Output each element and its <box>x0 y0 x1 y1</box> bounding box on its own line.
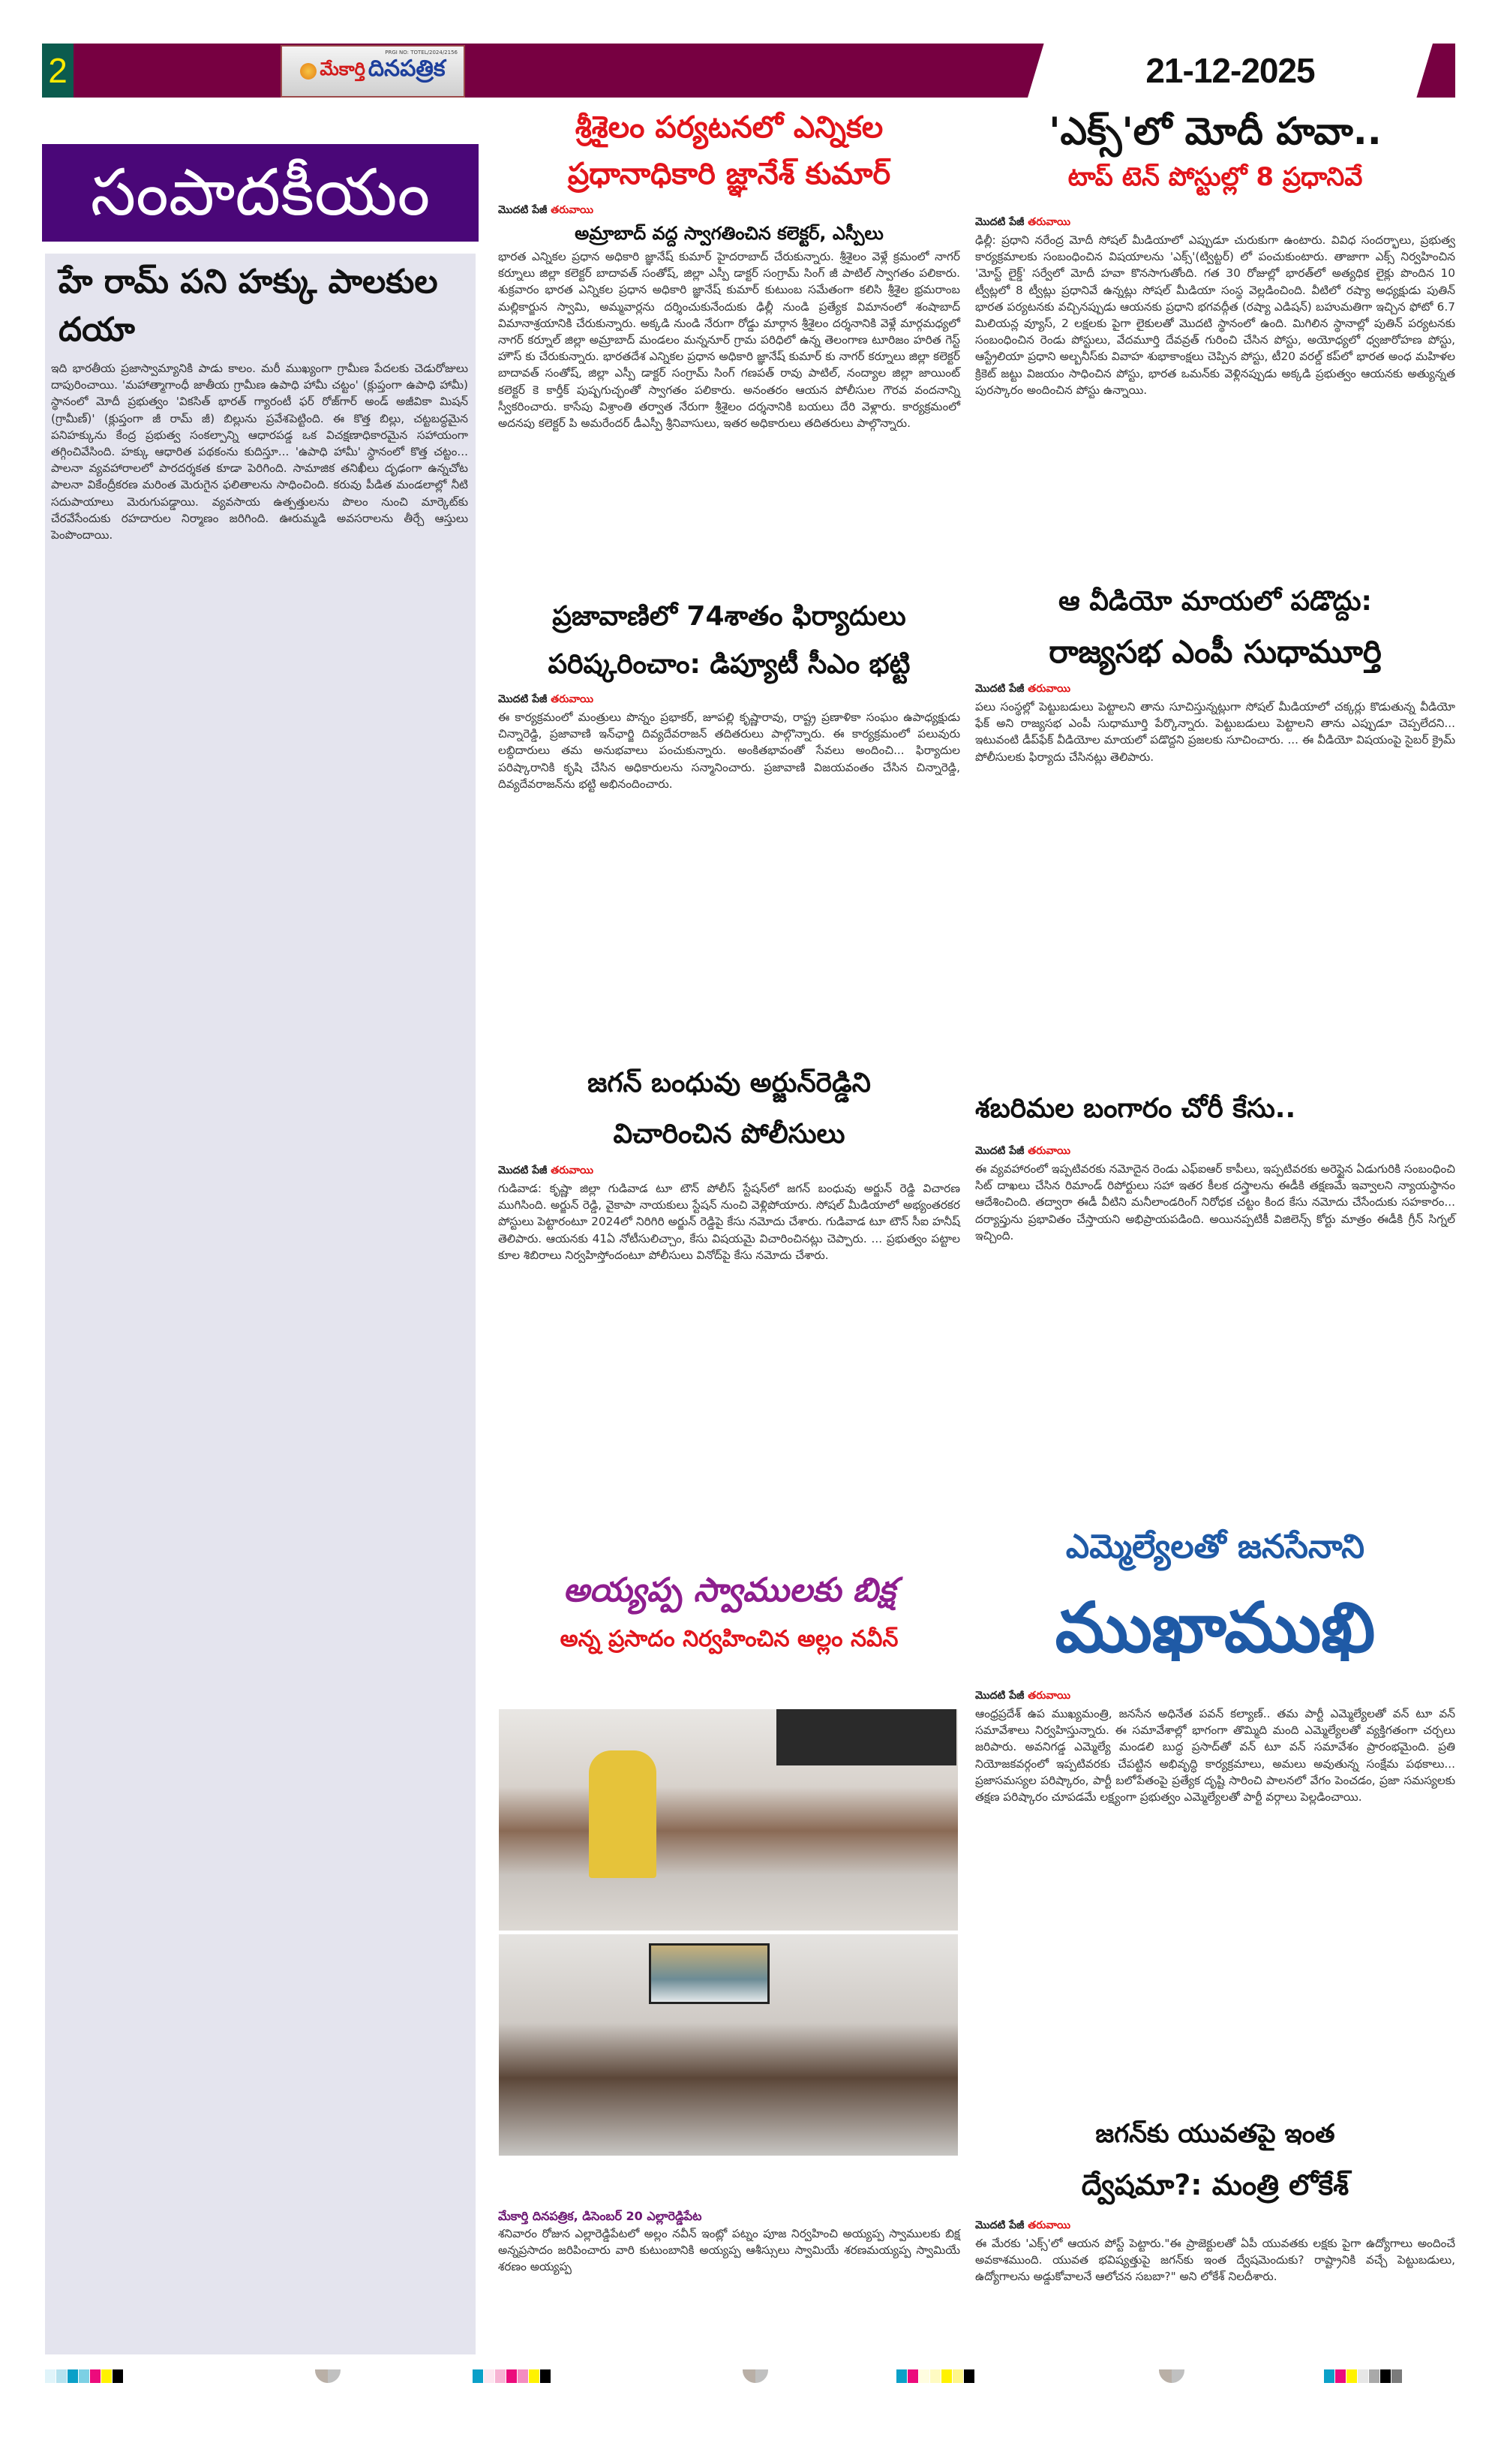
headline: అయ్యప్ప స్వాములకు బిక్ష <box>563 1571 896 1609</box>
color-swatch <box>930 2369 941 2383</box>
story-body: ఈ వ్యవహారంలో ఇప్పటివరకు నమోదైన రెండు ఎఫ్ఐఆర్ కాపీలు, ఇప్పటివరకు అరెస్టైన ఏడుగురికి సంబంధించి సిట్ దాఖలు చేసిన రిమాండ్ రిపోర్టులు సహా ఇతర కీలక దస్త్రాలను ఈడీకి తక్షణమే ఇవ్వాలని న్యాయస్థానం ఆదేశించింది. తద్వారా ఈడీ వీటిని మనీలాండరింగ్ నిరోధక చట్టం కింద కేసు నమోదు చేసేందుకు సహకారం... దర్యాప్తును ప్రభావితం చేస్తాయని అభిప్రాయపడింది. అయినప్పటికీ విజిలెన్స్ కోర్టు మాత్రం ఈడీకి గ్రీన్ సిగ్నల్ ఇచ్చింది. <box>975 1162 1455 1243</box>
kicker-prefix: మొదటి పేజీ <box>498 693 548 705</box>
color-swatch <box>919 2369 929 2383</box>
headline-line1: ఎమ్మెల్యేలతో జనసేనాని <box>1065 1528 1365 1566</box>
photo-feast-2 <box>499 1934 958 2156</box>
story-sudha-murthy <box>975 578 1455 765</box>
color-swatch <box>113 2369 123 2383</box>
color-swatch <box>529 2369 539 2383</box>
kicker-suffix: తరువాయి <box>1028 683 1071 695</box>
story-modi-x <box>975 105 1455 398</box>
kicker-prefix: మొదటి పేజీ <box>975 683 1025 695</box>
story-body: భారత ఎన్నికల ప్రధాన అధికారి జ్ఞానేష్ కుమార్ హైదరాబాద్ చేరుకున్నారు. శ్రీశైలం వెళ్లే క్రమంలో నాగర్ కర్నూలు జిల్లా కలెక్టర్ బాదావత్ సంతోష్, జిల్లా ఎస్పీ డాక్టర్ సంగ్రామ్ సింగ్ జీ పాటిల్ స్వాగతం పలికారు. శుక్రవారం భారత ఎన్నికల ప్రధాన అధికారి జ్ఞానేష్ కుమార్ కుటుంబ సమేతంగా కలిసి శ్రీశైల భ్రమరాంబ మల్లికార్జున స్వామి, అమ్మవార్లను దర్శించుకునేందుకు ఢిల్లీ నుండి ప్రత్యేక విమానంలో శంషాబాద్ విమానాశ్రయానికి చేరుకున్నారు. అక్కడి నుండి నేరుగా రోడ్డు మార్గాన శ్రీశైలం దర్శనానికి వెళ్లే మార్గమధ్యలో నాగర్ కర్నూల్ జిల్లా అమ్రాబాద్ మండలం మన్ననూర్ గ్రామ పరిధిలో ఉన్న తెలంగాణ టూరిజం హరిత గెస్ట్ హౌస్ కు చేరుకున్నారు. భారతదేశ ఎన్నికల ప్రధాన అధికారి జ్ఞానేష్ కుమార్ కు నాగర్ కర్నూలు జిల్లా కలెక్టర్ బాదావత్ సంతోష్, జిల్లా ఎస్పీ డాక్టర్ సంగ్రామ్ సింగ్ గణపత్ రావు పాటిల్, నంద్యాల జిల్లా జాయింట్ కలెక్టర్ కె కార్తీక్ పుష్పగుచ్ఛంతో స్వాగతం పలికారు. అనంతరం ఆయన పోలీసుల గౌరవ వందనాన్ని స్వీకరించారు. కాసేపు విశ్రాంతి తర్వాత నేరుగా శ్రీశైలం దర్శనానికి బయలు దేరి వెళ్లారు. కార్యక్రమంలో అదనపు కలెక్టర్ పి అమరేందర్ డీఎస్పీ శ్రీనివాసులు, ఇతర అధికారులు తదితరులు పాల్గొన్నారు. <box>498 250 960 431</box>
color-swatch <box>908 2369 918 2383</box>
photo-shelf <box>776 1709 956 1765</box>
sun-emblem-icon <box>300 63 317 80</box>
editorial-body: ఇది భారతీయ ప్రజాస్వామ్యానికి పాడు కాలం. మరీ ముఖ్యంగా గ్రామీణ పేదలకు చెడురోజులు దాపురించాయి. 'మహాత్మాగాంధీ జాతీయ గ్రామీణ ఉపాధి హామీ చట్టం' (క్లుప్తంగా ఉపాధి హామీ) స్థానంలో మోదీ ప్రభుత్వం 'వికసిత్ భారత్ గ్యారంటీ ఫర్ రోజ్‌గార్ అండ్ అజీవికా మిషన్ (గ్రామీణ్)' (క్లుప్తంగా జీ రామ్ జీ) బిల్లును ప్రవేశపెట్టింది. ఈ కొత్త బిల్లు, చట్టబద్ధమైన పనిహక్కును కేంద్ర ప్రభుత్వ సంకల్పాన్ని ఆధారపడ్డ ఒక విచక్షణాధికారమైన సహాయంగా తగ్గించివేసింది. హక్కు ఆధారిత పథకంను కుదిస్తూ... 'ఉపాధి హామీ' స్థానంలో కొత్త చట్టం... పాలనా వ్యవహారాలలో పారదర్శకత కూడా పెరిగింది. సామాజిక తనిఖీలు దృఢంగా ఉన్నచోట పాలనా వికేంద్రీకరణ మరింత మెరుగైన ఫలితాలను సాధించింది. కరువు పీడిత మండలాల్లో నీటి సదుపాయాలు మెరుగుపడ్డాయి. వ్యవసాయ ఉత్పత్తులను పొలం నుంచి మార్కెట్‌కు చేరవేసేందుకు రహదారుల నిర్మాణం జరిగింది. ఊరుమ్మడి అవసరాలను తీర్చే ఆస్తులు పెంపొందాయి. <box>51 362 468 542</box>
kicker-prefix: మొదటి పేజీ <box>975 2219 1025 2231</box>
story-jagan-relative <box>498 1058 960 1264</box>
print-color-bars <box>0 2369 1489 2384</box>
headline: శబరిమల బంగారం చోరీ కేసు.. <box>975 1093 1296 1124</box>
continued-kicker <box>498 693 960 708</box>
headline-line2: పరిష్కరించాం: డిప్యూటీ సీఎం భట్టి <box>548 649 911 680</box>
color-swatch <box>484 2369 494 2383</box>
continued-kicker <box>975 1690 1455 1704</box>
story-srisailam <box>498 105 960 431</box>
editorial-box <box>45 254 476 2354</box>
photo-feast-1 <box>499 1709 958 1931</box>
headline-line2: ప్రధానాధికారి జ్ఞానేశ్ కుమార్ <box>567 157 891 191</box>
story-janasena <box>975 1516 1455 1805</box>
color-bar-group-1 <box>45 2369 124 2383</box>
story-prajavani <box>498 593 960 792</box>
color-bar-group-4 <box>1324 2369 1403 2383</box>
kicker-prefix: మొదటి పేజీ <box>498 1164 548 1176</box>
headline-line1: జగన్‌కు యువతపై ఇంత <box>1095 2119 1335 2149</box>
color-swatch <box>495 2369 506 2383</box>
color-swatch <box>1324 2369 1334 2383</box>
newspaper-logo[interactable] <box>281 45 465 98</box>
headline-line2: టాప్ టెన్ పోస్టుల్లో 8 ప్రధానివే <box>1067 162 1363 192</box>
dateline: మేకార్తి దినపత్రిక, డిసెంబర్ 20 ఎల్లారెడ్డిపేట <box>498 2209 702 2223</box>
kicker-prefix: మొదటి పేజీ <box>498 204 548 216</box>
kicker-suffix: తరువాయి <box>551 1164 594 1176</box>
continued-kicker <box>975 1145 1455 1159</box>
headline-line2: రాజ్యసభ ఎంపీ సుధామూర్తి <box>1049 633 1382 670</box>
headline-line1: శ్రీశైలం పర్యటనలో ఎన్నికల <box>575 110 884 145</box>
logo-text-part2: దినపత్రిక <box>368 56 446 82</box>
story-body: ఈ మేరకు 'ఎక్స్'లో ఆయన పోస్ట్ పెట్టారు."ఈ ప్రాజెక్టులతో ఏపీ యువతకు లక్షకు పైగా ఉద్యోగాలు అందించే అవకాశముంది. యువత భవిష్యత్తుపై జగన్‌కు ఇంత ద్వేషమెందుకు? రాష్ట్రానికి వచ్చే పెట్టుబడులు, ఉద్యోగాలను అడ్డుకోవాలనే ఆలోచన సబబా?" అని లోకేశ్ నిలదీశారు. <box>975 2237 1455 2284</box>
story-body: గుడివాడ: కృష్ణా జిల్లా గుడివాడ టూ టౌన్ పోలీస్ స్టేషన్‌లో జగన్ బంధువు అర్జున్ రెడ్డి విచారణ ముగిసింది. అర్జున్ రెడ్డి, వైకాపా నాయకులు స్టేషన్ నుంచి వెళ్లిపోయారు. సోషల్ మీడియాలో అభ్యంతరకర పోస్టులు పెట్టారంటూ 2024లో నిరిగిరి అర్జున్ రెడ్డిపై కేసు నమోదు చేశారు. గుడివాడ టూ టౌన్ సీఐ హనీష్ తెలిపారు. ఆయనకు 41ఏ నోటీసులిచ్చాం, కేసు విషయమై విచారించినట్లు చెప్పారు. ... ప్రభుత్వం పట్టాల కూల శిబిరాలు నిర్వహిస్తోందంటూ పోలీసులు వినోద్‌పై కేసు నమోదు చేశారు. <box>498 1182 960 1262</box>
headline-line1: ఆ వీడియో మాయలో పడొద్దు: <box>1058 586 1372 617</box>
continued-kicker <box>975 683 1455 697</box>
story-ayyappa <box>498 1561 960 1658</box>
color-swatch <box>941 2369 952 2383</box>
registration-mark <box>1159 2369 1184 2383</box>
color-swatch <box>1369 2369 1379 2383</box>
color-swatch <box>1335 2369 1346 2383</box>
story-body: శనివారం రోజున ఎల్లారెడ్డిపేటలో అల్లం నవీన్ ఇంట్లో పట్నం పూజ నిర్వహించి అయ్యప్ప స్వాములకు బిక్ష అన్నప్రసాదం జరిపించారు వారి కుటుంబానికి అయ్యప్ప ఆశీస్సులు స్వామియే శరణమయ్యప్ప స్వామియే శరణం అయ్యప్ప <box>498 2227 960 2274</box>
editorial-title: హే రామ్ పని హక్కు పాలకుల దయా <box>59 263 438 349</box>
color-swatch <box>953 2369 963 2383</box>
color-swatch <box>1346 2369 1357 2383</box>
color-swatch <box>90 2369 101 2383</box>
color-swatch <box>68 2369 78 2383</box>
kicker-suffix: తరువాయి <box>1028 2219 1071 2231</box>
story-lokesh <box>975 2108 1455 2285</box>
story-body: ఆంధ్రప్రదేశ్ ఉప ముఖ్యమంత్రి, జనసేన అధినేత పవన్ కల్యాణ్.. తమ పార్టీ ఎమ్మెల్యేలతో వన్ టూ వన్ సమావేశాలు నిర్వహిస్తున్నారు. ఈ సమావేశాల్లో భాగంగా తొమ్మిది మంది ఎమ్మెల్యేలతో వ్యక్తిగతంగా చర్చలు జరిపారు. అవనిగడ్డ ఎమ్మెల్యే మండలి బుద్ధ ప్రసాద్‌తో వన్ టూ వన్ సమావేశం ప్రారంభమైంది. ప్రతి నియోజకవర్గంలో ఇప్పటివరకు చేపట్టిన అభివృద్ధి కార్యక్రమాలు, అమలు అవుతున్న సంక్షేమ పథకాలు... ప్రజాసమస్యల పరిష్కారం, పార్టీ బలోపేతంపై ప్రత్యేక దృష్టి సారించి పాలనలో వేగం పెంచడం, ప్రజా సమస్యలకు తక్షణ పరిష్కారం చూపడమే లక్ష్యంగా ప్రభుత్వం ఎమ్మెల్యేలతో పార్టీ వర్గాలు పెల్లడించాయి. <box>975 1707 1455 1804</box>
continued-kicker <box>975 2219 1455 2234</box>
color-swatch <box>45 2369 56 2383</box>
color-swatch <box>1380 2369 1391 2383</box>
registration-mark <box>315 2369 341 2383</box>
story-body: పలు సంస్థల్లో పెట్టుబడులు పెట్టాలని తాను సూచిస్తున్నట్లుగా సోషల్ మీడియాలో చక్కర్లు కొడుతున్న వీడియో ఫేక్ అని రాజ్యసభ ఎంపీ సుధామూర్తి పేర్కొన్నారు. పెట్టుబడులు పెట్టాలని తాను ఎప్పుడూ చెప్పలేదని... ఇటువంటి డీప్‌ఫేక్ వీడియోల మాయలో పడొద్దని ప్రజలకు సూచించారు. ... ఈ వీడియో విషయంపై సైబర్ క్రైమ్ పోలీసులకు ఫిర్యాదు చేసినట్లు తెలిపారు. <box>975 700 1455 764</box>
registration-mark <box>743 2369 768 2383</box>
color-swatch <box>518 2369 528 2383</box>
headline-line2: ద్వేషమా?: మంత్రి లోకేశ్ <box>1081 2168 1349 2201</box>
kicker-prefix: మొదటి పేజీ <box>975 1145 1025 1157</box>
kicker-prefix: మొదటి పేజీ <box>975 216 1025 228</box>
headline-line1: ప్రజావాణిలో 74శాతం ఫిర్యాదులు <box>552 601 906 632</box>
color-swatch <box>1358 2369 1368 2383</box>
color-swatch <box>473 2369 483 2383</box>
editorial-masthead: సంపాదకీయం <box>42 144 479 242</box>
story-body: ఢిల్లీ: ప్రధాని నరేంద్ర మోదీ సోషల్ మీడియాలో ఎప్పుడూ చురుకుగా ఉంటారు. వివిధ సందర్భాలు, ప్రభుత్వ కార్యక్రమాలకు సంబంధించిన విషయాలను 'ఎక్స్'(ట్విట్టర్) లో పంచుకుంటారు. తాజాగా ఎక్స్ నిర్వహించిన 'మోస్ట్ లైక్డ్' సర్వేలో మోదీ హవా కొనసాగుతోంది. గత 30 రోజుల్లో భారత్‌లో అత్యధిక లైక్లు పొందిన 10 ట్వీట్లలో 8 ట్వీట్లు ప్రధానివే ఉన్నట్లు సోషల్ మీడియా సంస్థ వెల్లడించింది. వీటిలో రష్యా అధ్యక్షుడు పుతిన్ భారత పర్యటనకు వచ్చినప్పుడు ఆయనకు ప్రధాని భగవద్గీత (రష్యా ఎడిషన్) బహుమతిగా ఇచ్చిన ఫోటో 6.7 మిలియన్ల వ్యూస్, 2 లక్షలకు పైగా లైకులతో మొదటి స్థానంలో ఉంది. మిగిలిన స్థానాల్లో పుతిన్ పర్యటనకు సంబంధించిన రెండు పోస్టులు, వేదమూర్తి దేవవ్రత్ గురించి చేసిన పోస్టు, అయోధ్యలో ధ్వజారోహణ పోస్టు, ఆస్ట్రేలియా ప్రధాని అల్బనీస్‌కు వివాహ శుభాకాంక్షలు చెప్పిన పోస్టు, టీ20 వరల్డ్ కప్‌లో భారత అంధ మహిళల క్రికెట్ జట్టు విజయం సాధించిన పోస్టు, భారత ఒమన్‌కు వెళ్లినప్పుడు అక్కడి ప్రభుత్వం ఆయనకు అత్యున్నత పురస్కారం అందించిన పోస్టు ఉన్నాయి. <box>975 233 1455 397</box>
color-swatch <box>964 2369 974 2383</box>
kicker-suffix: తరువాయి <box>551 693 594 705</box>
story-sabarimala <box>975 1088 1455 1244</box>
color-swatch <box>506 2369 517 2383</box>
logo-registration: PRGI NO: TOTEL/2024/2156 <box>385 50 458 56</box>
color-swatch <box>1391 2369 1402 2383</box>
photo-tv-screen <box>649 1943 770 2004</box>
page-number: 2 <box>42 44 74 98</box>
kicker-prefix: మొదటి పేజీ <box>975 1690 1025 1702</box>
logo-text-part1: మేకార్తి <box>320 59 365 80</box>
kicker-suffix: తరువాయి <box>551 204 594 216</box>
headline-line1: జగన్ బంధువు అర్జున్‌రెడ్డిని <box>587 1068 871 1098</box>
subhead: అన్న ప్రసాదం నిర్వహించిన అల్లం నవీన్ <box>560 1626 899 1652</box>
continued-kicker <box>975 216 1455 230</box>
headline-line2: విచారించిన పోలీసులు <box>613 1119 845 1149</box>
continued-kicker <box>498 1164 960 1179</box>
color-swatch <box>540 2369 551 2383</box>
color-swatch <box>896 2369 907 2383</box>
story-body: ఈ కార్యక్రమంలో మంత్రులు పొన్నం ప్రభాకర్, జూపల్లి కృష్ణారావు, రాష్ట్ర ప్రణాళికా సంఘం ఉపాధ్యక్షుడు చిన్నారెడ్డి, ప్రజావాణి ఇన్‌ఛార్జి దివ్యదేవరాజన్ తదితరులు పాల్గొన్నారు. ఈ కార్యక్రమంలో పలువురు లబ్ధిదారులు తమ అనుభవాలు పంచుకున్నారు. అంకితభావంతో సేవలు అందించి... ఫిర్యాదుల పరిష్కారానికి కృషి చేసిన అధికారులను సన్మానించారు. ప్రజావాణి విజయవంతం చేసిన చిన్నారెడ్డి, దివ్యదేవరాజన్‌ను భట్టి అభినందించారు. <box>498 711 960 791</box>
color-swatch <box>101 2369 112 2383</box>
kicker-suffix: తరువాయి <box>1028 1145 1071 1157</box>
story-ayyappa-text <box>498 2207 960 2276</box>
kicker-suffix: తరువాయి <box>1028 1690 1071 1702</box>
headline-line2: ముఖాముఖి <box>1055 1587 1376 1668</box>
headline-line1: 'ఎక్స్'లో మోదీ హవా.. <box>1049 110 1382 153</box>
photo-person-saree <box>589 1750 656 1878</box>
subhead: అమ్రాబాద్ వద్ద స్వాగతించిన కలెక్టర్, ఎస్పీలు <box>575 223 884 244</box>
kicker-suffix: తరువాయి <box>1028 216 1071 228</box>
continued-kicker <box>498 204 960 218</box>
color-bar-group-2 <box>473 2369 551 2383</box>
color-swatch <box>79 2369 89 2383</box>
issue-date: 21-12-2025 <box>1145 51 1315 90</box>
color-swatch <box>56 2369 67 2383</box>
color-bar-group-3 <box>896 2369 975 2383</box>
